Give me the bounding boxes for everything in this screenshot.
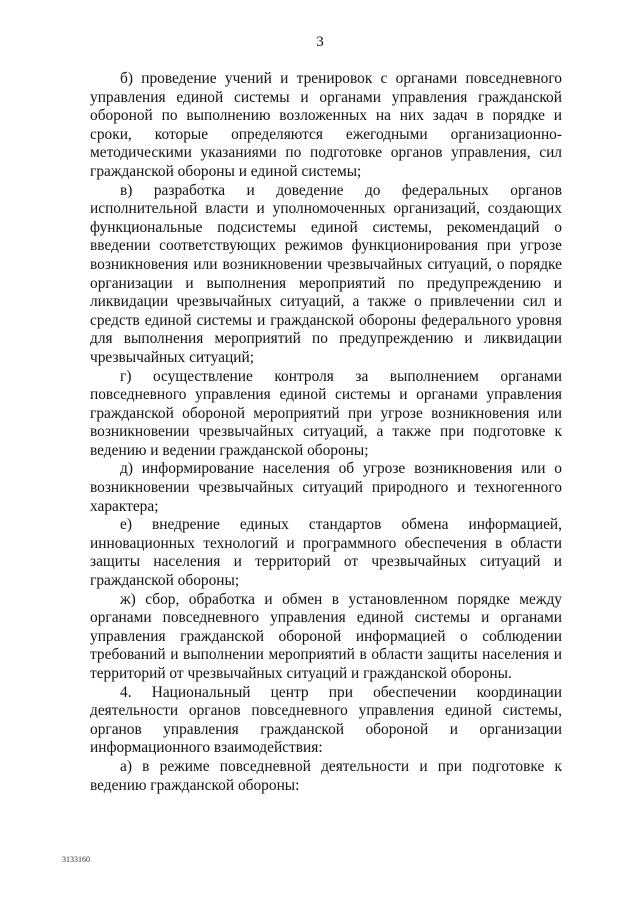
paragraph-g: г) осуществление контроля за выполнением органами повседневного управления единой системы и органами управления гражданской обороной мероприятий при угрозе возникновения или возникновении чрезвычайных ситуаций, а также при подготовке к ведению и ведении гражданской обороны; bbox=[90, 367, 562, 459]
paragraph-d: д) информирование населения об угрозе возникновения или о возникновении чрезвычайных ситуаций природного и техногенного характера; bbox=[90, 460, 562, 515]
document-code: 3133160 bbox=[62, 855, 90, 864]
paragraph-v: в) разработка и доведение до федеральных органов исполнительной власти и уполномоченных организаций, создающих функциональные подсистемы единой системы, рекомендаций о введении соответствующих режимов функционирования при угрозе возникновения или возникновении чрезвычайных ситуаций, о порядке организации и выполнения мероприятий по предупреждению и ликвидации чрезвычайных ситуаций, а также о привлечении сил и средств единой системы и гражданской обороны федерального уровня для выполнения мероприятий по предупреждению и ликвидации чрезвычайных ситуаций; bbox=[90, 181, 562, 366]
paragraph-4: 4. Национальный центр при обеспечении координации деятельности органов повседневного управления единой системы, органов управления гражданской обороной и организации информационного взаимодействия: bbox=[90, 683, 562, 757]
paragraph-zh: ж) сбор, обработка и обмен в установленном порядке между органами повседневного управления единой системы и органами управления гражданской обороной информацией о соблюдении требований и выполнении мероприятий в области защиты населения и территорий от чрезвычайных ситуаций и гражданской обороны. bbox=[90, 590, 562, 682]
paragraph-e: е) внедрение единых стандартов обмена информацией, инновационных технологий и программного обеспечения в области защиты населения и территорий от чрезвычайных ситуаций и гражданской обороны; bbox=[90, 516, 562, 590]
page-number: 3 bbox=[316, 34, 324, 50]
paragraph-4a: а) в режиме повседневной деятельности и при подготовке к ведению гражданской обороны: bbox=[90, 757, 562, 794]
document-body bbox=[90, 70, 562, 795]
paragraph-b: б) проведение учений и тренировок с органами повседневного управления единой системы и органами управления гражданской обороной по выполнению возложенных на них задач в порядке и сроки, которые определяются ежегодными организационно-методическими указаниями по подготовке органов управления, сил гражданской обороны и единой системы; bbox=[90, 70, 562, 180]
